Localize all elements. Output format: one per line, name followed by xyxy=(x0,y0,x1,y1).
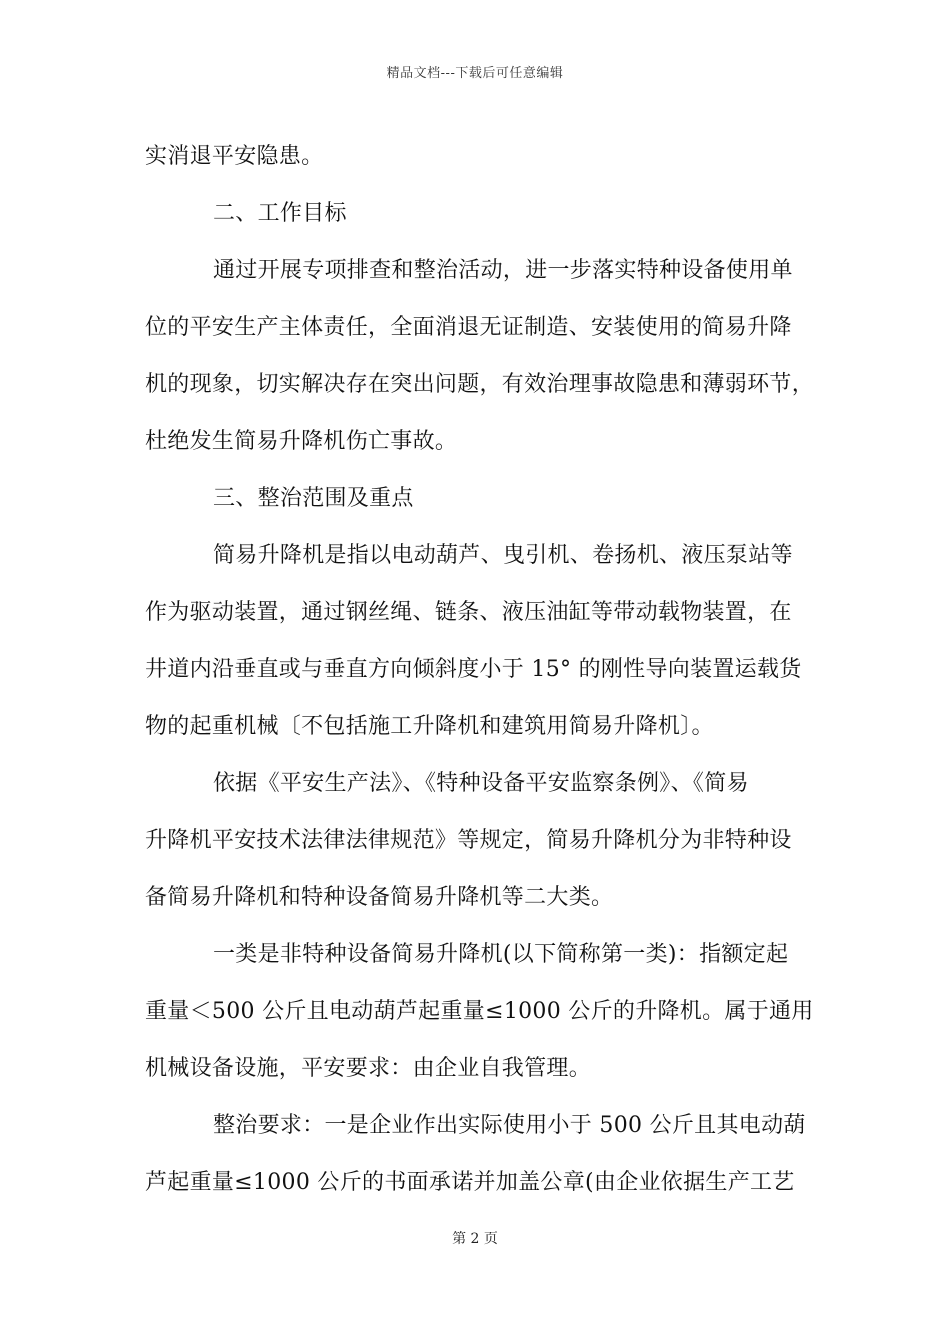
paragraph-line: 简易升降机是指以电动葫芦、曳引机、卷扬机、液压泵站等 xyxy=(213,543,793,568)
document-body xyxy=(145,128,815,1211)
paragraph-line: 作为驱动装置，通过钢丝绳、链条、液压油缸等带动载物装置，在 xyxy=(145,600,792,625)
paragraph-line: 升降机平安技术法律法律规范》等规定，简易升降机分为非特种设 xyxy=(145,828,792,853)
section-heading: 二、工作目标 xyxy=(213,201,347,226)
paragraph-line: 芦起重量≤1000 公斤的书面承诺并加盖公章(由企业依据生产工艺 xyxy=(145,1170,795,1195)
paragraph-line: 通过开展专项排查和整治活动，进一步落实特种设备使用单 xyxy=(213,258,793,283)
page-number: 第 2 页 xyxy=(452,1231,498,1247)
paragraph-line: 重量＜500 公斤且电动葫芦起重量≤1000 公斤的升降机。属于通用 xyxy=(145,999,814,1024)
paragraph-line: 机械设备设施，平安要求：由企业自我管理。 xyxy=(145,1056,592,1081)
paragraph-line: 机的现象，切实解决存在突出问题，有效治理事故隐患和薄弱环节， xyxy=(145,372,815,397)
paragraph-line: 物的起重机械〔不包括施工升降机和建筑用简易升降机〕。 xyxy=(145,714,714,739)
paragraph-line: 位的平安生产主体责任，全面消退无证制造、安装使用的简易升降 xyxy=(145,315,792,340)
paragraph-line: 备简易升降机和特种设备简易升降机等二大类。 xyxy=(145,885,614,910)
paragraph-line: 井道内沿垂直或与垂直方向倾斜度小于 15° 的刚性导向装置运载货 xyxy=(145,657,802,682)
paragraph-line: 一类是非特种设备简易升降机(以下简称第一类)：指额定起 xyxy=(213,942,789,967)
paragraph-line: 实消退平安隐患。 xyxy=(145,144,324,169)
paragraph-line: 杜绝发生简易升降机伤亡事故。 xyxy=(145,429,458,454)
page-header: 精品文档---下载后可任意编辑 xyxy=(386,66,564,81)
section-heading: 三、整治范围及重点 xyxy=(213,486,414,511)
paragraph-line: 依据《平安生产法》、《特种设备平安监察条例》、《简易 xyxy=(213,771,749,796)
paragraph-line: 整治要求：一是企业作出实际使用小于 500 公斤且其电动葫 xyxy=(213,1113,806,1138)
